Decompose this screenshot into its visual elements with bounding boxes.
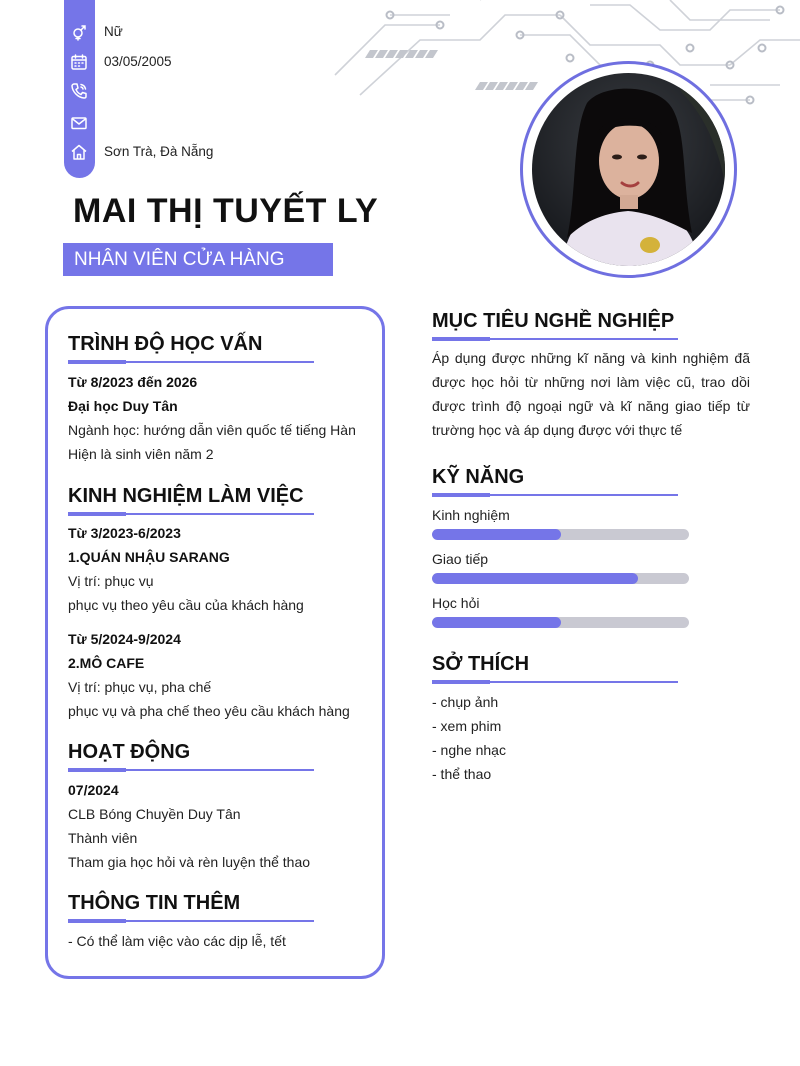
contact-address: Sơn Trà, Đà Nẵng: [104, 144, 214, 159]
objective-title: MỤC TIÊU NGHỀ NGHIỆP: [432, 310, 675, 332]
experience-underline: [68, 513, 314, 515]
hobby-item: - xem phim: [432, 718, 502, 734]
experience-period: Từ 3/2023-6/2023: [68, 525, 181, 541]
home-icon: [70, 143, 88, 161]
activity-date: 07/2024: [68, 782, 119, 798]
contact-dob: 03/05/2005: [104, 54, 172, 69]
additional-underline: [68, 920, 314, 922]
experience-company: 1.QUÁN NHẬU SARANG: [68, 549, 230, 565]
activity-description: Tham gia học hỏi và rèn luyện thể thao: [68, 854, 311, 870]
skill-bar-fill: [432, 617, 561, 628]
profile-photo: [532, 73, 725, 266]
hobby-item: - chụp ảnh: [432, 694, 499, 710]
calendar-icon: [70, 53, 88, 71]
activities-title: HOẠT ĐỘNG: [68, 741, 191, 763]
education-status: Hiện là sinh viên năm 2: [68, 446, 214, 462]
additional-title: THÔNG TIN THÊM: [68, 892, 241, 914]
skill-bar-track: [432, 573, 689, 584]
experience-position: Vị trí: phục vụ: [68, 573, 154, 589]
objective-underline: [432, 338, 678, 340]
education-school: Đại học Duy Tân: [68, 398, 178, 414]
experience-company: 2.MÔ CAFE: [68, 655, 145, 671]
experience-description: phục vụ theo yêu cầu của khách hàng: [68, 597, 304, 613]
skills-underline: [432, 494, 678, 496]
education-underline: [68, 361, 314, 363]
skill-bar-fill: [432, 573, 638, 584]
education-period: Từ 8/2023 đến 2026: [68, 374, 198, 390]
education-title: TRÌNH ĐỘ HỌC VẤN: [68, 333, 263, 355]
skill-label: Kinh nghiệm: [432, 507, 510, 523]
experience-period: Từ 5/2024-9/2024: [68, 631, 181, 647]
experience-title: KINH NGHIỆM LÀM VIỆC: [68, 485, 304, 507]
email-icon: [70, 114, 88, 132]
hobby-item: - nghe nhạc: [432, 742, 506, 758]
job-title: NHÂN VIÊN CỬA HÀNG: [63, 243, 333, 276]
skill-label: Giao tiếp: [432, 551, 489, 567]
hobbies-title: SỞ THÍCH: [432, 653, 530, 675]
activities-underline: [68, 769, 314, 771]
education-major: Ngành học: hướng dẫn viên quốc tế tiếng Hàn: [68, 422, 356, 438]
phone-icon: [70, 82, 88, 100]
skill-bar-track: [432, 617, 689, 628]
hobby-item: - thể thao: [432, 766, 492, 782]
skill-bar-track: [432, 529, 689, 540]
objective-text: Áp dụng được những kĩ năng và kinh nghiệm đã được học hỏi từ những nơi làm việc cũ, trao dồi được trình độ ngoại ngữ và kĩ năng giao tiếp từ trường học và áp dụng được với thực tế: [432, 350, 750, 438]
activity-role: Thành viên: [68, 830, 138, 846]
experience-position: Vị trí: phục vụ, pha chế: [68, 679, 212, 695]
additional-text: - Có thể làm việc vào các dịp lễ, tết: [68, 933, 286, 949]
skill-label: Học hỏi: [432, 595, 480, 611]
skill-bar-fill: [432, 529, 561, 540]
contact-gender: Nữ: [104, 24, 123, 39]
gender-icon: [70, 23, 88, 41]
skills-title: KỸ NĂNG: [432, 466, 525, 488]
candidate-name: MAI THỊ TUYẾT LY: [73, 192, 379, 230]
hobbies-underline: [432, 681, 678, 683]
activity-club: CLB Bóng Chuyền Duy Tân: [68, 806, 241, 822]
experience-description: phục vụ và pha chế theo yêu cầu khách hàng: [68, 703, 350, 719]
